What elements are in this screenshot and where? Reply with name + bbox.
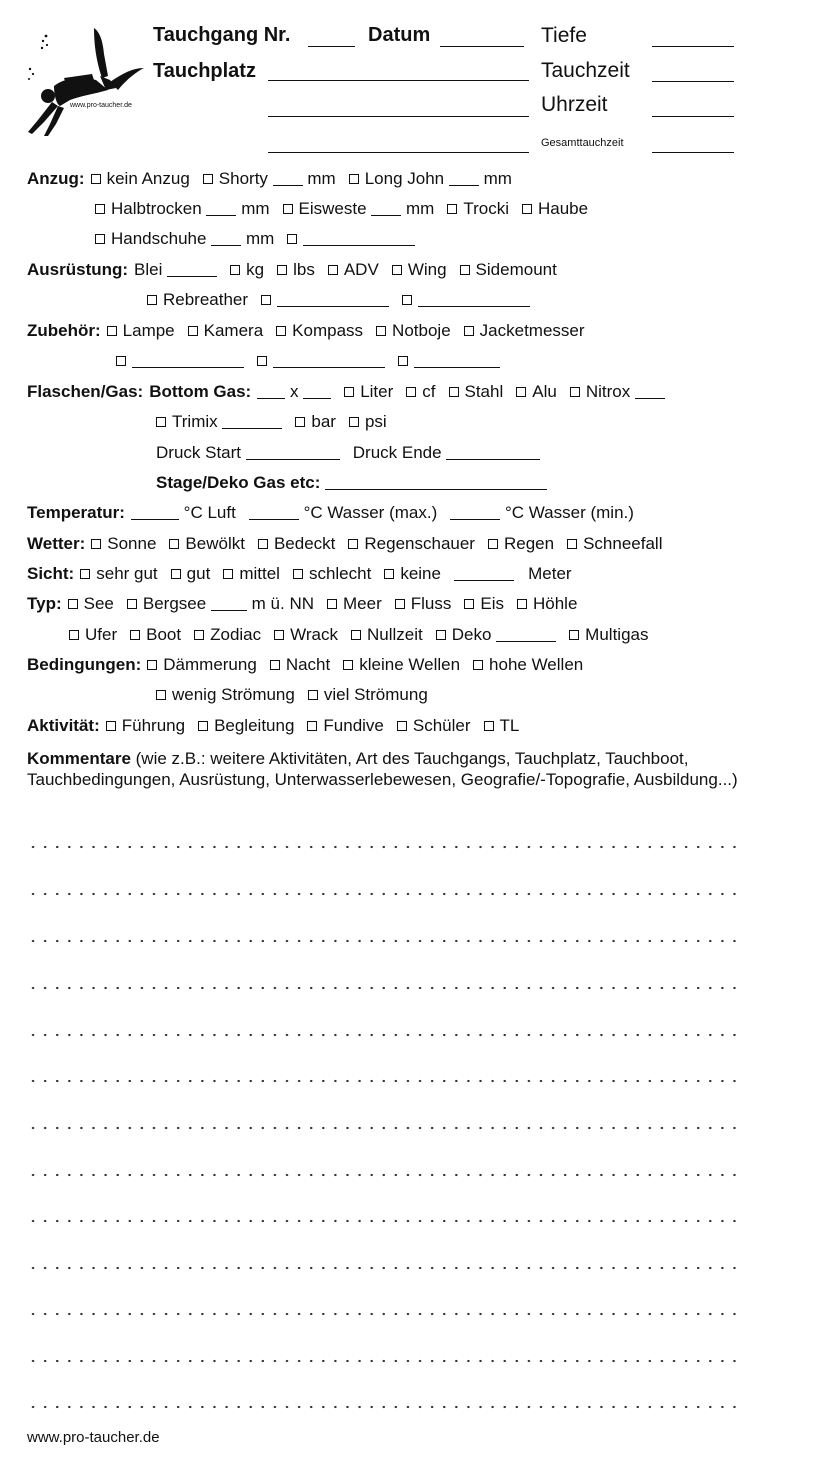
checkbox-long-john[interactable]: Long John mm [349, 169, 512, 189]
checkbox-schlecht[interactable]: schlecht [293, 564, 371, 584]
footer-url: www.pro-taucher.de [27, 1429, 160, 1446]
tauchgang-nr-label: Tauchgang Nr. [153, 24, 291, 46]
checkbox-sonne[interactable]: Sonne [91, 534, 156, 554]
logo-url: www.pro-taucher.de [70, 102, 132, 109]
checkbox-fluss[interactable]: Fluss [395, 594, 452, 614]
checkbox-kamera[interactable]: Kamera [188, 321, 264, 341]
checkbox-trocki[interactable]: Trocki [447, 199, 509, 219]
checkbox-ufer[interactable]: Ufer [69, 625, 117, 645]
uhrzeit-label: Uhrzeit [541, 93, 608, 116]
uhrzeit-field[interactable] [652, 98, 734, 117]
blei-field[interactable]: Blei [134, 260, 217, 280]
ausruestung-row-2 [147, 290, 543, 310]
checkbox-lampe[interactable]: Lampe [107, 321, 175, 341]
tauchgang-nr-field[interactable] [308, 28, 355, 47]
gesamttauchzeit-label: Gesamttauchzeit [541, 137, 624, 149]
bedingungen-label: Bedingungen: [27, 655, 142, 674]
checkbox-anzug-other[interactable] [287, 229, 415, 249]
flaschen-row-1 [27, 382, 678, 402]
checkbox-halbtrocken[interactable]: Halbtrocken mm [95, 199, 270, 219]
bedingungen-row-2 [156, 685, 441, 705]
checkbox-keine[interactable]: keine [384, 564, 441, 584]
flaschen-row-2 [156, 412, 400, 432]
flaschen-label: Flaschen/Gas: [27, 382, 144, 401]
checkbox-hohe-wellen[interactable]: hohe Wellen [473, 655, 583, 675]
comment-line-4[interactable] [27, 986, 739, 990]
comment-line-12[interactable] [27, 1359, 739, 1363]
temperatur-row [27, 503, 647, 523]
checkbox-stahl[interactable]: Stahl [449, 382, 504, 402]
checkbox-bar[interactable]: bar [295, 412, 336, 432]
checkbox-kg[interactable]: kg [230, 260, 264, 280]
checkbox-bewoelkt[interactable]: Bewölkt [169, 534, 245, 554]
tauchplatz-label: Tauchplatz [153, 60, 256, 82]
checkbox-schneefall[interactable]: Schneefall [567, 534, 662, 554]
checkbox-eis[interactable]: Eis [464, 594, 504, 614]
bottom-gas-field[interactable]: x [257, 382, 331, 402]
kommentare-label: Kommentare [27, 749, 131, 768]
checkbox-bedeckt[interactable]: Bedeckt [258, 534, 335, 554]
gesamttauchzeit-field[interactable] [652, 134, 734, 153]
sicht-meter-field[interactable]: Meter [454, 564, 572, 584]
comment-line-11[interactable] [27, 1312, 739, 1316]
checkbox-multigas[interactable]: Multigas [569, 625, 648, 645]
checkbox-viel-stroemung[interactable]: viel Strömung [308, 685, 428, 705]
tauchplatz-field-3[interactable] [268, 134, 529, 153]
checkbox-deko[interactable]: Deko [436, 625, 556, 645]
tauchzeit-label: Tauchzeit [541, 59, 630, 82]
comment-line-3[interactable] [27, 939, 739, 943]
tiefe-label: Tiefe [541, 24, 587, 47]
checkbox-sidemount[interactable]: Sidemount [460, 260, 557, 280]
checkbox-liter[interactable]: Liter [344, 382, 393, 402]
anzug-row-1 [27, 169, 525, 189]
comment-line-13[interactable] [27, 1405, 739, 1409]
checkbox-kein-anzug[interactable]: kein Anzug [91, 169, 190, 189]
checkbox-bergsee[interactable]: Bergsee m ü. NN [127, 594, 314, 614]
checkbox-ausruestung-other-1[interactable] [261, 290, 389, 310]
checkbox-fundive[interactable]: Fundive [307, 716, 383, 736]
tauchplatz-field-1[interactable] [268, 62, 529, 81]
checkbox-rebreather[interactable]: Rebreather [147, 290, 248, 310]
sicht-row [27, 564, 585, 584]
aktivitaet-label: Aktivität: [27, 716, 100, 735]
checkbox-eisweste[interactable]: Eisweste mm [283, 199, 435, 219]
checkbox-tl[interactable]: TL [484, 716, 520, 736]
checkbox-adv[interactable]: ADV [328, 260, 379, 280]
temp-luft-field[interactable]: °C Luft [131, 503, 236, 523]
checkbox-mittel[interactable]: mittel [223, 564, 280, 584]
ausruestung-label: Ausrüstung: [27, 260, 129, 279]
bedingungen-row-1 [27, 655, 596, 675]
comment-line-10[interactable] [27, 1266, 739, 1270]
checkbox-haube[interactable]: Haube [522, 199, 588, 219]
checkbox-kleine-wellen[interactable]: kleine Wellen [343, 655, 460, 675]
checkbox-jacketmesser[interactable]: Jacketmesser [464, 321, 585, 341]
checkbox-cf[interactable]: cf [406, 382, 435, 402]
sicht-label: Sicht: [27, 564, 75, 583]
ausruestung-row-1 [27, 260, 570, 280]
checkbox-nullzeit[interactable]: Nullzeit [351, 625, 423, 645]
checkbox-regenschauer[interactable]: Regenschauer [348, 534, 475, 554]
checkbox-trimix[interactable]: Trimix [156, 412, 282, 432]
anzug-row-2 [95, 199, 601, 219]
checkbox-sehr-gut[interactable]: sehr gut [80, 564, 157, 584]
zubehoer-label: Zubehör: [27, 321, 101, 340]
checkbox-regen[interactable]: Regen [488, 534, 554, 554]
temp-wasser-max-field[interactable]: °C Wasser (max.) [249, 503, 437, 523]
checkbox-hoehle[interactable]: Höhle [517, 594, 577, 614]
checkbox-zubehoer-other-1[interactable] [116, 351, 244, 371]
checkbox-zubehoer-other-2[interactable] [257, 351, 385, 371]
checkbox-nitrox[interactable]: Nitrox [570, 382, 665, 402]
aktivitaet-row [27, 716, 532, 736]
checkbox-see[interactable]: See [68, 594, 114, 614]
diver-logo [24, 24, 154, 139]
zubehoer-row-1 [27, 321, 598, 341]
druck-start-field[interactable]: Druck Start [156, 443, 340, 463]
wetter-row [27, 534, 675, 554]
checkbox-daemmerung[interactable]: Dämmerung [147, 655, 257, 675]
comment-line-8[interactable] [27, 1173, 739, 1177]
flaschen-row-4 [156, 473, 560, 493]
stage-gas-field[interactable]: Stage/Deko Gas etc: [156, 473, 547, 493]
temp-wasser-min-field[interactable]: °C Wasser (min.) [450, 503, 634, 523]
zubehoer-row-2 [116, 351, 513, 371]
checkbox-wrack[interactable]: Wrack [274, 625, 338, 645]
druck-ende-field[interactable]: Druck Ende [353, 443, 541, 463]
comment-line-2[interactable] [27, 892, 739, 896]
checkbox-schueler[interactable]: Schüler [397, 716, 471, 736]
checkbox-begleitung[interactable]: Begleitung [198, 716, 294, 736]
tauchzeit-field[interactable] [652, 63, 734, 82]
checkbox-ausruestung-other-2[interactable] [402, 290, 530, 310]
checkbox-lbs[interactable]: lbs [277, 260, 315, 280]
wetter-label: Wetter: [27, 534, 86, 553]
checkbox-meer[interactable]: Meer [327, 594, 382, 614]
checkbox-fuehrung[interactable]: Führung [106, 716, 185, 736]
typ-row-2 [69, 625, 661, 645]
checkbox-handschuhe[interactable]: Handschuhe mm [95, 229, 274, 249]
checkbox-boot[interactable]: Boot [130, 625, 181, 645]
typ-label: Typ: [27, 594, 62, 613]
kommentare-heading [27, 748, 767, 790]
flaschen-row-3 [156, 443, 553, 463]
checkbox-zodiac[interactable]: Zodiac [194, 625, 261, 645]
anzug-row-3 [95, 229, 428, 249]
checkbox-shorty[interactable]: Shorty mm [203, 169, 336, 189]
checkbox-psi[interactable]: psi [349, 412, 387, 432]
tiefe-field[interactable] [652, 28, 734, 47]
checkbox-zubehoer-other-3[interactable] [398, 351, 500, 371]
temperatur-label: Temperatur: [27, 503, 125, 522]
bottom-gas-label: Bottom Gas: [149, 382, 252, 401]
checkbox-wenig-stroemung[interactable]: wenig Strömung [156, 685, 295, 705]
typ-row-1 [27, 594, 590, 614]
tauchplatz-field-2[interactable] [268, 98, 529, 117]
anzug-label: Anzug: [27, 169, 85, 188]
kommentare-hint: (wie z.B.: weitere Aktivitäten, Art des Tauchgangs, Tauchplatz, Tauchboot, Tauchbedingungen, Ausrüstung, Unterwasserlebewesen, Geografie/-Topografie, Ausbildung...) [27, 749, 738, 789]
comment-line-6[interactable] [27, 1079, 739, 1083]
checkbox-notboje[interactable]: Notboje [376, 321, 451, 341]
datum-label: Datum [368, 24, 431, 46]
checkbox-alu[interactable]: Alu [516, 382, 557, 402]
diver-silhouette-icon [24, 24, 154, 139]
datum-field[interactable] [440, 28, 524, 47]
checkbox-kompass[interactable]: Kompass [276, 321, 363, 341]
comment-line-7[interactable] [27, 1126, 739, 1130]
checkbox-gut[interactable]: gut [171, 564, 211, 584]
comment-line-9[interactable] [27, 1219, 739, 1223]
checkbox-nacht[interactable]: Nacht [270, 655, 330, 675]
comment-line-1[interactable] [27, 845, 739, 849]
comment-line-5[interactable] [27, 1033, 739, 1037]
checkbox-wing[interactable]: Wing [392, 260, 447, 280]
